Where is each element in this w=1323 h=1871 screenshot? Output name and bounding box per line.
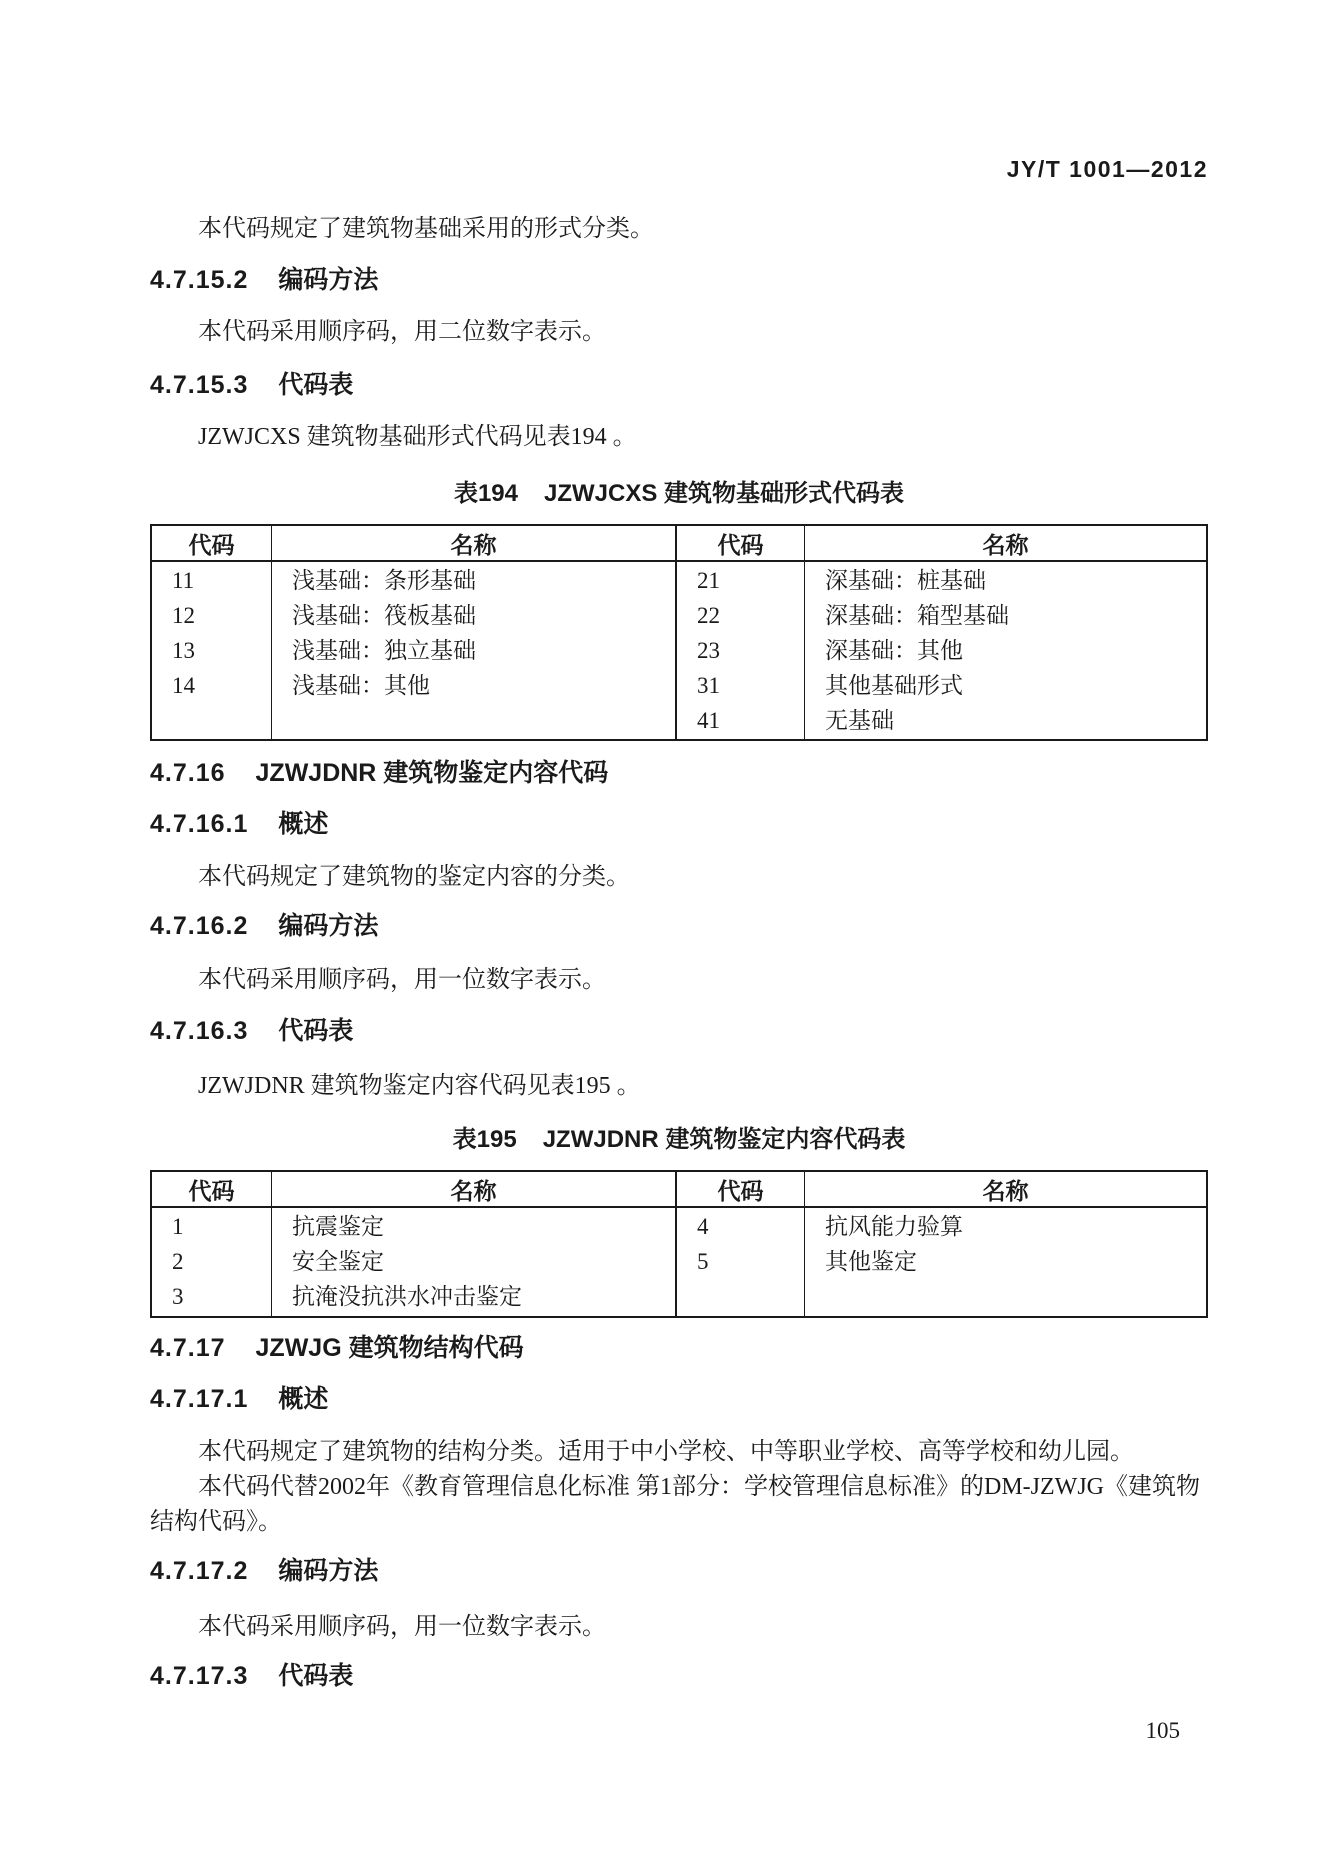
heading-4-7-17 (150, 1333, 1208, 1363)
code-column (152, 1208, 272, 1316)
table-cell: 浅基础：筏板基础 (292, 603, 476, 628)
heading-4-7-15-2 (150, 265, 1208, 295)
table-195 (150, 1170, 1208, 1318)
heading-title: 编码方法 (278, 266, 379, 294)
column-header: 代码 (677, 1172, 805, 1206)
table-195-header-row (152, 1172, 1206, 1208)
column-header: 代码 (152, 1172, 272, 1206)
page-number: 105 (1145, 1718, 1180, 1743)
table-cell: 无基础 (825, 708, 894, 733)
name-column (805, 1208, 1206, 1316)
table-195-caption (150, 1119, 1208, 1154)
heading-number: 4.7.16.2 (150, 912, 249, 940)
table-cell: 22 (697, 603, 720, 628)
table-cell: 13 (172, 638, 195, 663)
table-cell: 抗震鉴定 (292, 1214, 384, 1239)
table-cell: 21 (697, 568, 720, 593)
heading-4-7-16 (150, 758, 1208, 788)
table-cell: 41 (697, 708, 720, 733)
table-cell: 浅基础：独立基础 (292, 638, 476, 663)
heading-title: 概述 (278, 1385, 329, 1413)
table-caption-text: JZWJDNR 建筑物鉴定内容代码表 (542, 1126, 906, 1153)
code-column (152, 562, 272, 739)
table-caption-number: 表194 (453, 480, 518, 507)
paragraph: 本代码代替2002年《教育管理信息化标准 第1部分：学校管理信息标准》的DM-JZWJG《建筑物结构代码》。 (150, 1474, 1200, 1535)
paragraph: 本代码规定了建筑物的结构分类。适用于中小学校、中等职业学校、高等学校和幼儿园。 (198, 1439, 1134, 1465)
table-caption-number: 表195 (452, 1126, 517, 1153)
code-column (677, 562, 805, 739)
table-cell: 深基础：其他 (825, 638, 963, 663)
para-overview-4-7-15: 本代码规定了建筑物基础采用的形式分类。 (198, 216, 654, 242)
table-cell: 抗淹没抗洪水冲击鉴定 (292, 1284, 522, 1309)
heading-number: 4.7.17.1 (150, 1385, 249, 1413)
table-cell: 4 (697, 1214, 709, 1239)
doc-code-header: JY/T 1001—2012 (1006, 156, 1208, 182)
heading-number: 4.7.16 (150, 759, 226, 787)
heading-number: 4.7.17.2 (150, 1557, 249, 1585)
column-header: 名称 (272, 1172, 677, 1206)
table-cell: 深基础：桩基础 (825, 568, 986, 593)
table-cell: 浅基础：条形基础 (292, 568, 476, 593)
table-194-body (152, 562, 1206, 739)
name-column (272, 562, 677, 739)
table-194 (150, 524, 1208, 741)
table-cell: 12 (172, 603, 195, 628)
para-table-ref-195: JZWJDNR 建筑物鉴定内容代码见表195 。 (198, 1073, 641, 1099)
heading-number: 4.7.15.2 (150, 266, 249, 294)
para-overview-4-7-17 (150, 1435, 1208, 1540)
heading-title: 编码方法 (278, 1557, 379, 1585)
heading-4-7-17-2 (150, 1556, 1208, 1586)
heading-4-7-17-1 (150, 1384, 1208, 1414)
heading-title: JZWJG 建筑物结构代码 (255, 1334, 524, 1362)
table-cell: 2 (172, 1249, 184, 1274)
table-cell: 31 (697, 673, 720, 698)
heading-number: 4.7.17 (150, 1334, 226, 1362)
heading-number: 4.7.17.3 (150, 1662, 249, 1690)
code-column (677, 1208, 805, 1316)
heading-number: 4.7.16.1 (150, 810, 249, 838)
column-header: 代码 (152, 526, 272, 560)
heading-4-7-16-1 (150, 809, 1208, 839)
table-caption-text: JZWJCXS 建筑物基础形式代码表 (544, 480, 905, 507)
table-cell: 深基础：箱型基础 (825, 603, 1009, 628)
heading-title: JZWJDNR 建筑物鉴定内容代码 (255, 759, 609, 787)
table-cell: 其他基础形式 (825, 673, 963, 698)
heading-4-7-15-3 (150, 370, 1208, 400)
name-column (272, 1208, 677, 1316)
para-method-4-7-16: 本代码采用顺序码，用一位数字表示。 (198, 967, 606, 993)
para-table-ref-194: JZWJCXS 建筑物基础形式代码见表194 。 (198, 424, 637, 450)
table-cell: 23 (697, 638, 720, 663)
table-cell: 其他鉴定 (825, 1249, 917, 1274)
table-cell: 14 (172, 673, 195, 698)
column-header: 名称 (982, 1177, 1029, 1204)
heading-title: 代码表 (278, 1662, 354, 1690)
heading-4-7-16-2 (150, 911, 1208, 941)
para-method-4-7-15: 本代码采用顺序码，用二位数字表示。 (198, 319, 606, 345)
column-header: 名称 (272, 526, 677, 560)
column-header: 名称 (982, 531, 1029, 558)
heading-4-7-17-3 (150, 1661, 1208, 1691)
table-cell: 抗风能力验算 (825, 1214, 963, 1239)
heading-number: 4.7.16.3 (150, 1017, 249, 1045)
table-cell: 3 (172, 1284, 184, 1309)
name-column (805, 562, 1206, 739)
table-194-caption (150, 473, 1208, 508)
table-cell: 1 (172, 1214, 184, 1239)
heading-title: 代码表 (278, 1017, 354, 1045)
heading-title: 编码方法 (278, 912, 379, 940)
heading-4-7-16-3 (150, 1016, 1208, 1046)
heading-title: 代码表 (278, 371, 354, 399)
table-cell: 5 (697, 1249, 709, 1274)
table-cell: 安全鉴定 (292, 1249, 384, 1274)
para-overview-4-7-16: 本代码规定了建筑物的鉴定内容的分类。 (198, 864, 630, 890)
table-cell: 11 (172, 568, 195, 593)
column-header: 代码 (677, 526, 805, 560)
table-195-body (152, 1208, 1206, 1316)
heading-title: 概述 (278, 810, 329, 838)
table-cell: 浅基础：其他 (292, 673, 430, 698)
table-194-header-row (152, 526, 1206, 562)
para-method-4-7-17: 本代码采用顺序码，用一位数字表示。 (198, 1614, 606, 1640)
heading-number: 4.7.15.3 (150, 371, 249, 399)
